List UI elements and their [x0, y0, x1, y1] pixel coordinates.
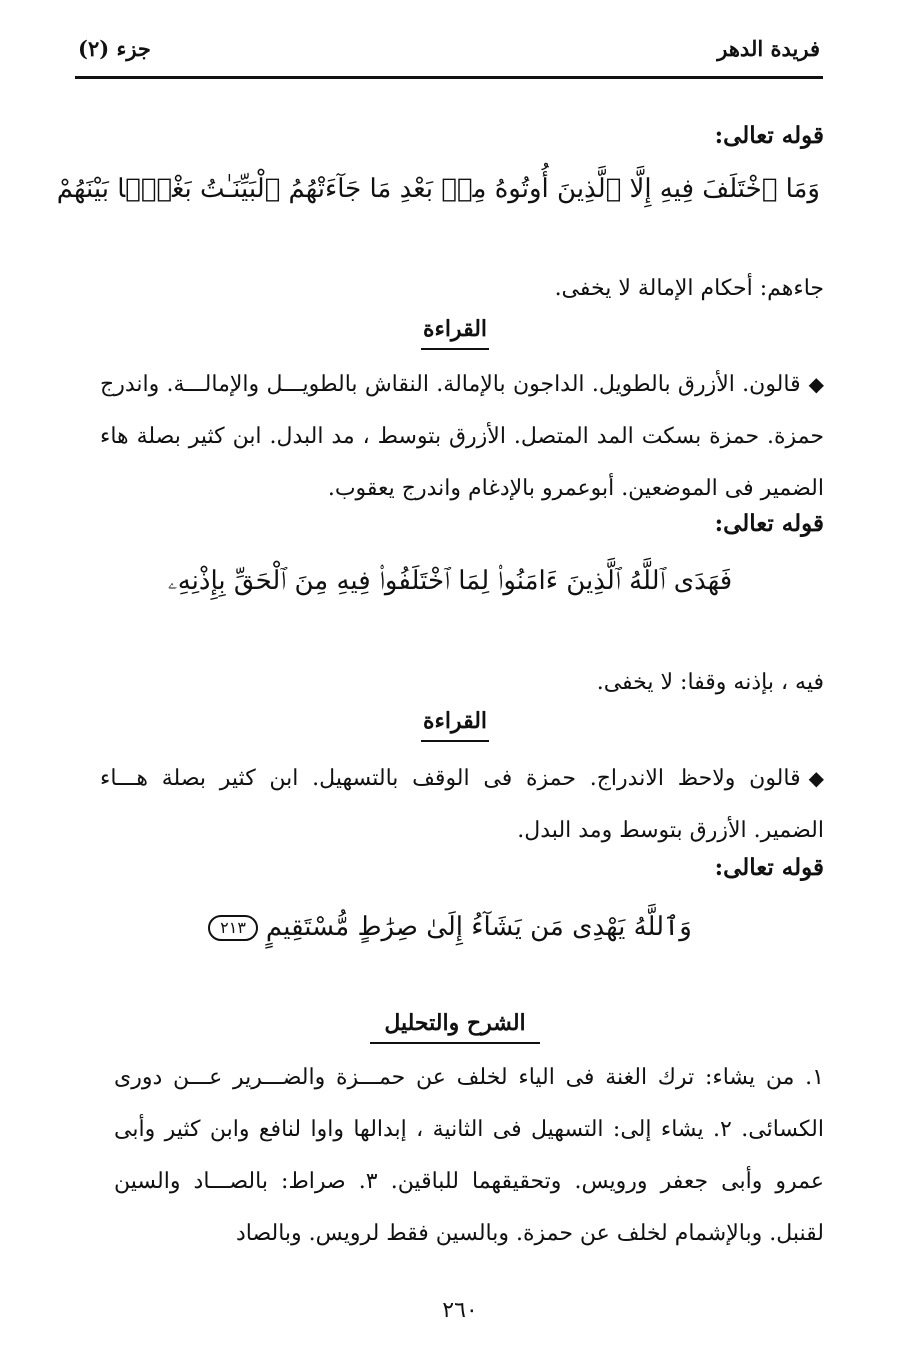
verse-label: قوله تعالى:: [714, 854, 824, 881]
verse-text: وَٱللَّهُ يَهْدِى مَن يَشَآءُ إِلَىٰ صِرَٰطٍ مُّسْتَقِيمٍ: [265, 912, 692, 942]
page-header: [78, 30, 820, 70]
book-title: فريدة الدهر: [717, 36, 820, 61]
verse-label: قوله تعالى:: [714, 122, 824, 149]
reading-paragraph: [100, 752, 824, 857]
section-heading-text: القراءة: [422, 316, 488, 342]
reading-text: قالون ولاحظ الاندراج. حمزة فى الوقف بالتسهيل. ابن كثير بصلة هـــاء الضمير. الأزرق بتوسط ومد البدل.: [100, 766, 824, 843]
part-number: جزء (٢): [78, 36, 151, 61]
section-heading-text: القراءة: [422, 708, 488, 734]
diamond-bullet-icon: ◆: [808, 372, 824, 396]
heading-underline: [370, 1042, 540, 1044]
section-heading: [360, 1010, 550, 1044]
page-number: ٢٦٠: [442, 1298, 478, 1323]
section-heading: [380, 316, 530, 350]
heading-underline: [421, 348, 489, 350]
section-heading-text: الشرح والتحليل: [384, 1010, 526, 1036]
quran-verse: وَمَا ٱخْتَلَفَ فِيهِ إِلَّا ٱلَّذِينَ أُوتُوهُ مِنۢ بَعْدِ مَا جَآءَتْهُمُ ٱلْبَيِّنَـٰتُ بَغْيًۢا بَيْنَهُمْ: [56, 174, 820, 204]
reading-text: قالون. الأزرق بالطويل. الداجون بالإمالة. النقاش بالطويـــل والإمالـــة. واندرج حمزة. حمزة بسكت المد المتصل. الأزرق بتوسط ، مد البدل. ابن كثير بصلة هاء الضمير فى الموضعين. أبوعمرو بالإدغام واندرج يعقوب.: [100, 372, 824, 501]
verse-note: فيه ، بإذنه وقفا: لا يخفى.: [596, 670, 824, 695]
section-heading: [380, 708, 530, 742]
quran-verse: فَهَدَى ٱللَّهُ ٱلَّذِينَ ءَامَنُوا۟ لِمَا ٱخْتَلَفُوا۟ فِيهِ مِنَ ٱلْحَقِّ بِإِذْنِهِۦ: [167, 566, 733, 596]
heading-underline: [421, 740, 489, 742]
verse-note: جاءهم: أحكام الإمالة لا يخفى.: [554, 276, 824, 301]
quran-verse: [80, 912, 820, 942]
ayah-number-icon: ٢١٣: [208, 915, 258, 941]
diamond-bullet-icon: ◆: [808, 766, 824, 790]
analysis-paragraph: ١. من يشاء: ترك الغنة فى الياء لخلف عن حمـــزة والضـــرير عـــن دورى الكسائى. ٢. يشاء إلى: التسهيل فى الثانية ، إبدالها واوا لنافع وابن كثير وأبى عمرو وأبى جعفر ورويس. وتحقيقهما للباقين. ٣. صراط: بالصـــاد والسين لقنبل. وبالإشمام لخلف عن حمزة. وبالسين فقط لرويس. وبالصاد: [114, 1065, 824, 1246]
verse-label: قوله تعالى:: [714, 510, 824, 537]
reading-paragraph: [100, 358, 824, 515]
header-divider: [75, 76, 823, 79]
